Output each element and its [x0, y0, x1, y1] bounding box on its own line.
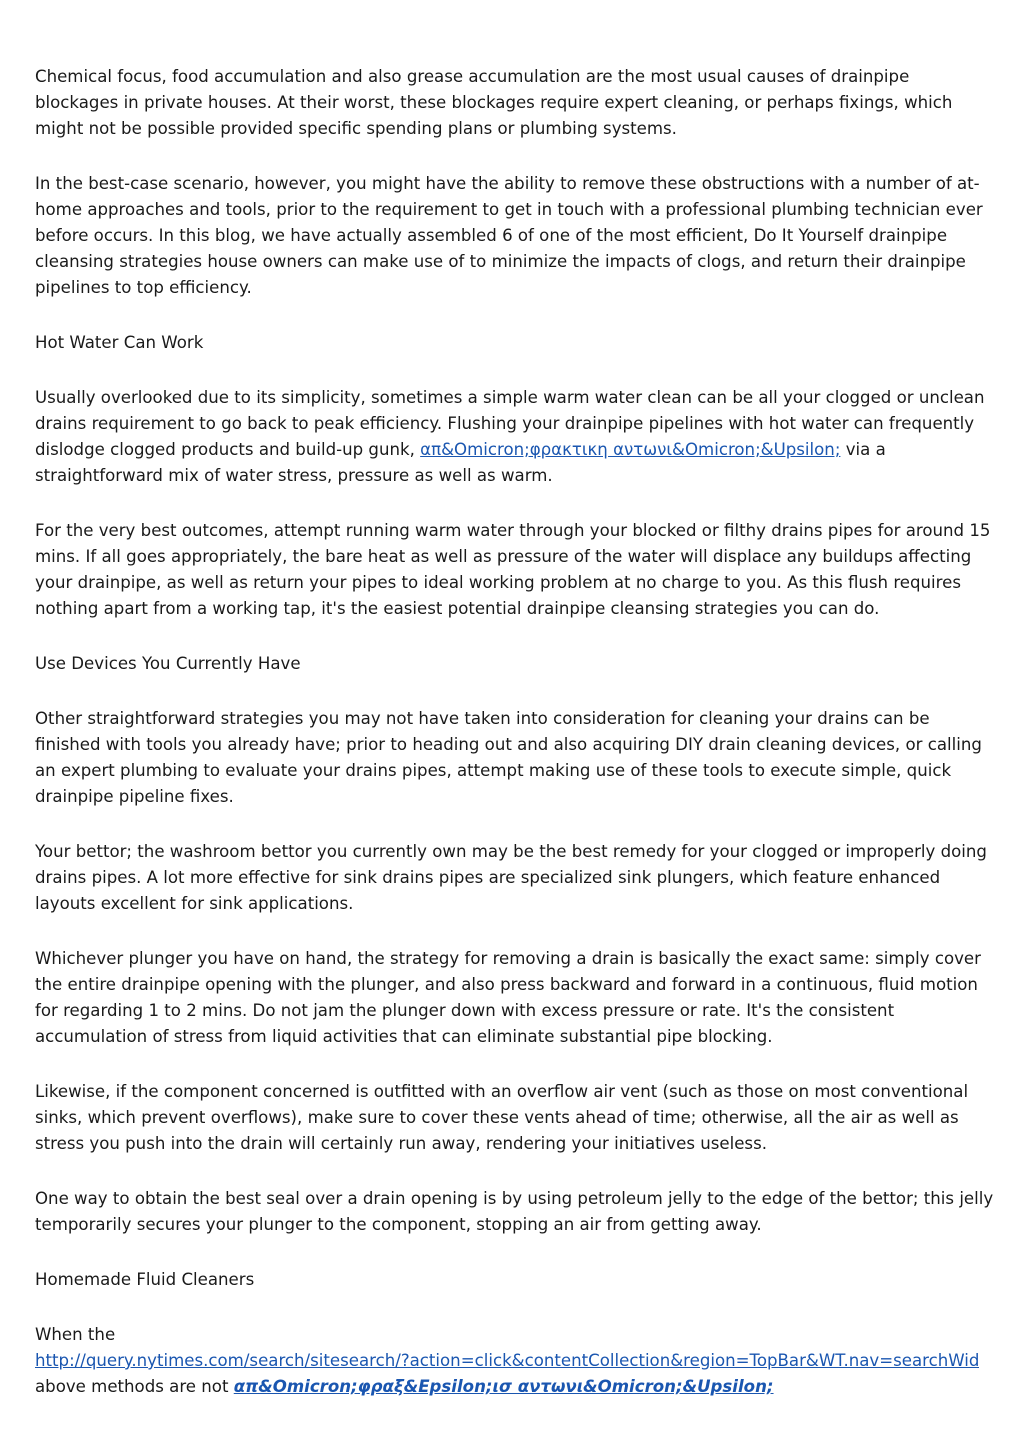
paragraph-overflow-vent: Likewise, if the component concerned is outfitted with an overflow air vent (such as those on most conventional sinks, which prevent overflows), make sure to cover these vents ahead of time; otherwise, all the air as well as stress you push into the drain will certainly run away, rendering your initiatives useless. [35, 1082, 969, 1153]
paragraph-homemade-text-middle: above methods are not [35, 1377, 234, 1396]
heading-use-devices: Use Devices You Currently Have [35, 654, 301, 673]
heading-hot-water: Hot Water Can Work [35, 333, 204, 352]
drain-cleaning-link[interactable]: απ&Omicron;φραξ&Epsilon;ισ αντωνι&Omicron;&Upsilon; [233, 1377, 774, 1396]
paragraph-hot-water-text-end: via a straightforward mix of water stress, pressure as well as warm. [35, 440, 886, 485]
paragraph-homemade [35, 1322, 995, 1400]
unclog-link[interactable]: απ&Omicron;φρακτικη αντωνι&Omicron;&Upsilon; [420, 440, 841, 459]
nytimes-search-link[interactable]: http://query.nytimes.com/search/sitesearch/?action=click&contentCollection&region=TopBar&WT.nav=searchWid [35, 1351, 980, 1370]
paragraph-petroleum-jelly: One way to obtain the best seal over a drain opening is by using petroleum jelly to the edge of the bettor; this jelly temporarily secures your plunger to the component, stopping an air from getting away. [35, 1189, 994, 1234]
paragraph-intro: Chemical focus, food accumulation and also grease accumulation are the most usual causes of drainpipe blockages in private houses. At their worst, these blockages require expert cleaning, or perhaps fixings, which might not be possible provided specific spending plans or plumbing systems. [35, 67, 953, 138]
paragraph-plunger-strategy: Whichever plunger you have on hand, the strategy for removing a drain is basically the exact same: simply cover the entire drainpipe opening with the plunger, and also press backward and forward in a continuous, fluid motion for regarding 1 to 2 mins. Do not jam the plunger down with excess pressure or rate. It's the consistent accumulation of stress from liquid activities that can eliminate substantial pipe blocking. [35, 949, 981, 1046]
paragraph-best-outcomes: For the very best outcomes, attempt running warm water through your blocked or filthy drains pipes for around 15 mins. If all goes appropriately, the bare heat as well as pressure of the water will displace any buildups affecting your drainpipe, as well as return your pipes to ideal working problem at no charge to you. As this flush requires nothing apart from a working tap, it's the easiest potential drainpipe cleansing strategies you can do. [35, 521, 991, 618]
paragraph-hot-water-text-start: Usually overlooked due to its simplicity, sometimes a simple warm water clean can be all your clogged or unclean drains requirement to go back to peak efficiency. Flushing your drainpipe pipelines with hot water can frequently dislodge clogged products and build-up gunk, [35, 388, 985, 459]
paragraph-best-case: In the best-case scenario, however, you might have the ability to remove these obstructions with a number of at-home approaches and tools, prior to the requirement to get in touch with a professional plumbing technician ever before occurs. In this blog, we have actually assembled 6 of one of the most efficient, Do It Yourself drainpipe cleansing strategies house owners can make use of to minimize the impacts of clogs, and return their drainpipe pipelines to top efficiency. [35, 174, 983, 297]
paragraph-simple-strategies: Other straightforward strategies you may not have taken into consideration for cleaning your drains can be finished with tools you already have; prior to heading out and also acquiring DIY drain cleaning devices, or calling an expert plumbing to evaluate your drains pipes, attempt making use of these tools to execute simple, quick drainpipe pipeline fixes. [35, 709, 982, 806]
paragraph-bettor: Your bettor; the washroom bettor you currently own may be the best remedy for your clogged or improperly doing drains pipes. A lot more effective for sink drains pipes are specialized sink plungers, which feature enhanced layouts excellent for sink applications. [35, 842, 987, 913]
paragraph-homemade-text-start: When the [35, 1325, 116, 1344]
article-body [35, 64, 995, 1429]
heading-homemade-cleaners: Homemade Fluid Cleaners [35, 1270, 255, 1289]
paragraph-hot-water [35, 385, 995, 489]
